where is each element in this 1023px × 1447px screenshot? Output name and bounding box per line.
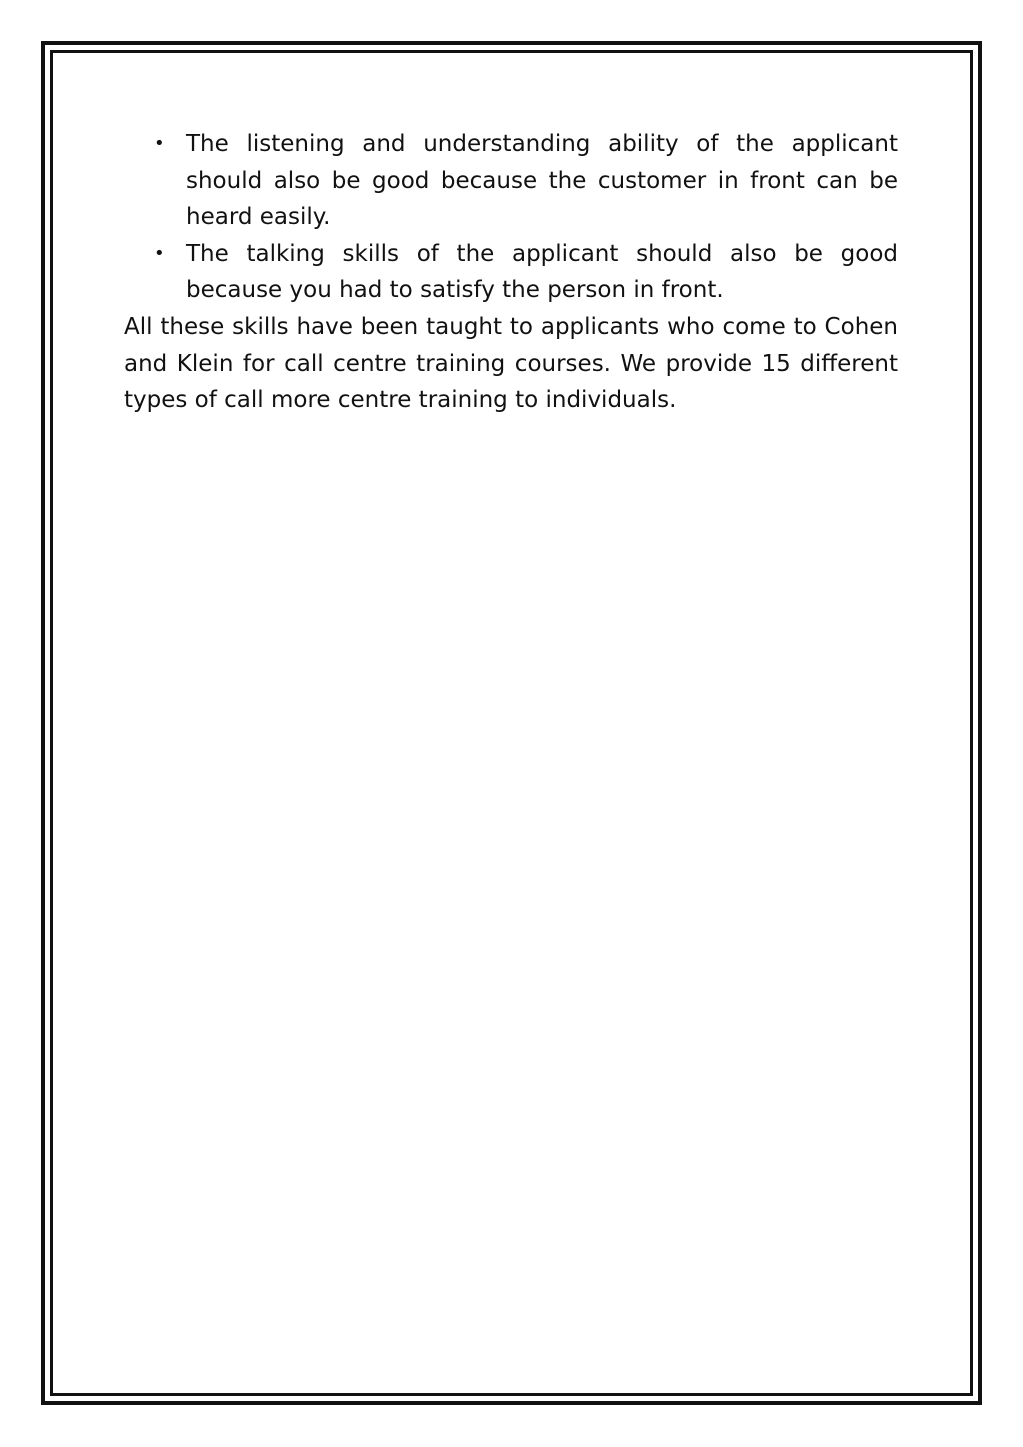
document-body [124,126,898,419]
bullet-icon: • [154,242,165,264]
bullet-icon: • [154,133,165,154]
list-item [124,126,898,236]
closing-paragraph: All these skills have been taught to applicants who come to Cohen and Klein for call centre training courses. We provide 15 different types of call more centre training to individuals. [124,313,898,414]
bullet-list [124,126,898,309]
list-item [124,236,898,309]
list-item-text: The listening and understanding ability of the applicant should also be good because the customer in front can be heard easily. [186,131,898,231]
list-item-text: The talking skills of the applicant should also be good because you had to satisfy the person in front. [186,240,898,304]
